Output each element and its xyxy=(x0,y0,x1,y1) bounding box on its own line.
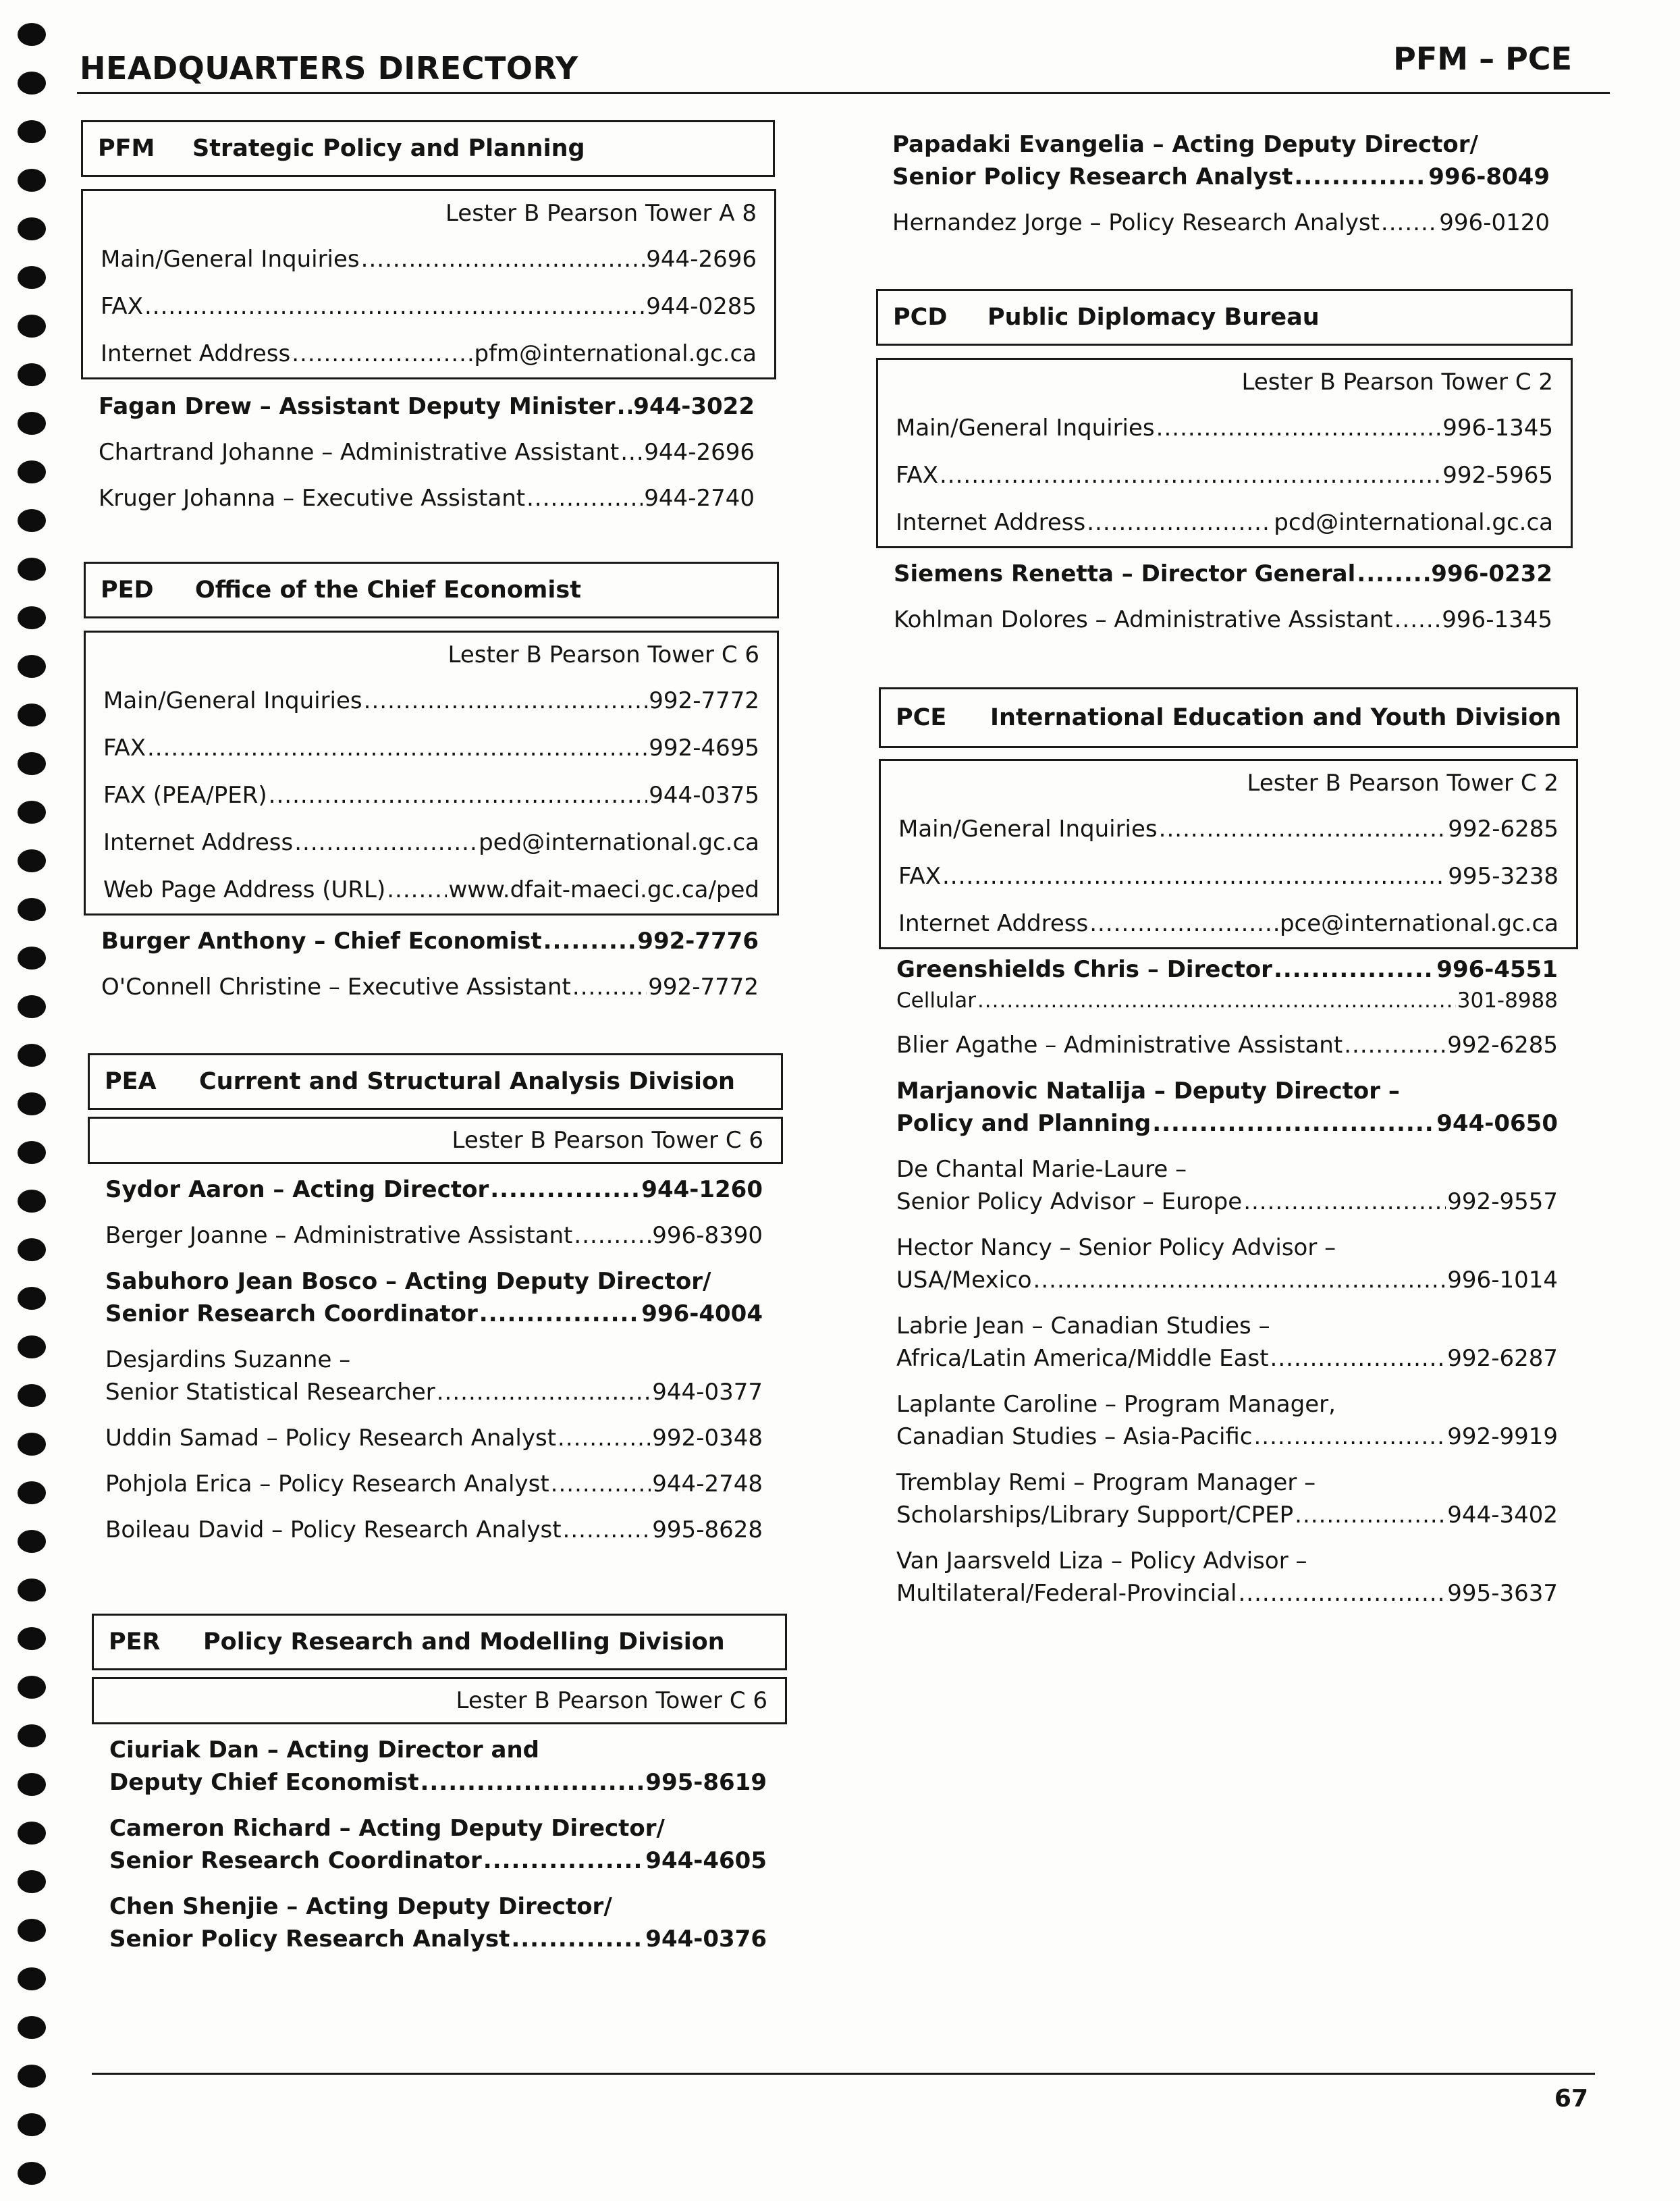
section-code: PFM xyxy=(98,135,155,162)
binding-hole xyxy=(18,606,46,629)
contact-value: 992-4695 xyxy=(649,735,759,762)
person-name: Laplante Caroline – Program Manager, xyxy=(896,1391,1336,1418)
phone-number: 944-2696 xyxy=(644,439,755,466)
url-value[interactable]: www.dfait-maeci.gc.ca/ped xyxy=(448,876,759,903)
person-entry xyxy=(109,1812,767,1877)
binding-hole xyxy=(18,1141,46,1164)
page-title: HEADQUARTERS DIRECTORY xyxy=(80,50,578,86)
binding-hole xyxy=(18,1967,46,1990)
phone-number: 944-3402 xyxy=(1447,1502,1558,1529)
person-title: Senior Policy Advisor – Europe xyxy=(896,1188,1243,1215)
phone-number: 992-6285 xyxy=(1447,1032,1558,1059)
binding-hole xyxy=(18,1919,46,1942)
section-header xyxy=(879,687,1578,748)
person-name: Labrie Jean – Canadian Studies – xyxy=(896,1312,1270,1340)
contact-value: 992-5965 xyxy=(1442,462,1553,489)
contact-row xyxy=(103,819,759,866)
binding-hole xyxy=(18,1190,46,1213)
person-title: Senior Research Coordinator xyxy=(105,1300,478,1327)
section-code: PED xyxy=(101,577,154,604)
contact-label: Web Page Address (URL) xyxy=(103,876,386,903)
phone-number: 992-7776 xyxy=(637,928,759,955)
contact-label: FAX xyxy=(896,462,938,489)
binding-hole xyxy=(18,1627,46,1650)
email-value[interactable]: ped@international.gc.ca xyxy=(479,829,759,856)
phone-number: 944-0650 xyxy=(1436,1110,1558,1137)
location-box xyxy=(84,631,779,916)
binding-hole xyxy=(18,947,46,970)
person-entry xyxy=(896,1466,1558,1531)
contact-label: Main/General Inquiries xyxy=(896,415,1155,442)
contact-row xyxy=(896,404,1553,452)
binding-hole xyxy=(18,752,46,775)
binding-hole xyxy=(18,1092,46,1115)
person-entry xyxy=(896,1545,1558,1610)
section-header xyxy=(876,289,1573,346)
person-entry xyxy=(896,1310,1558,1375)
contact-row xyxy=(898,900,1559,947)
binding-hole xyxy=(18,1773,46,1796)
person-name: Kohlman Dolores – Administrative Assistant xyxy=(894,606,1393,633)
binding-hole xyxy=(18,1044,46,1067)
binding-hole xyxy=(18,1724,46,1747)
person-entry xyxy=(101,971,759,1003)
section-header xyxy=(84,562,779,618)
location-label: Lester B Pearson Tower C 6 xyxy=(452,1127,763,1154)
binding-hole xyxy=(18,120,46,143)
contact-label: Main/General Inquiries xyxy=(103,687,362,714)
location-label: Lester B Pearson Tower C 6 xyxy=(448,641,759,668)
section-pfm xyxy=(81,120,775,514)
contact-value: 944-0375 xyxy=(649,782,759,809)
phone-number: 995-3637 xyxy=(1447,1580,1558,1607)
phone-number: 992-6287 xyxy=(1447,1345,1558,1372)
cellular-label: Cellular xyxy=(896,988,976,1013)
email-value[interactable]: pfm@international.gc.ca xyxy=(474,340,757,367)
phone-number: 992-9557 xyxy=(1447,1188,1558,1215)
person-name: Sydor Aaron – Acting Director xyxy=(105,1176,489,1203)
person-name: Ciuriak Dan – Acting Director and xyxy=(109,1736,539,1764)
section-code: PCD xyxy=(893,304,948,331)
contact-row xyxy=(103,866,759,913)
contact-label: Main/General Inquiries xyxy=(898,816,1158,843)
contact-value: 944-2696 xyxy=(646,246,757,273)
phone-number: 996-0232 xyxy=(1431,560,1552,587)
person-name: Kruger Johanna – Executive Assistant xyxy=(99,485,526,512)
location-label: Lester B Pearson Tower C 2 xyxy=(1241,369,1553,396)
contact-row xyxy=(103,724,759,772)
location-box xyxy=(876,358,1573,548)
person-name: Papadaki Evangelia – Acting Deputy Director/ xyxy=(892,131,1478,158)
person-title: Policy and Planning xyxy=(896,1110,1151,1137)
person-title: Deputy Chief Economist xyxy=(109,1769,419,1796)
section-name: Public Diplomacy Bureau xyxy=(987,304,1320,331)
binding-hole xyxy=(18,23,46,46)
person-title: Senior Policy Research Analyst xyxy=(892,163,1293,190)
phone-number: 944-2740 xyxy=(644,485,755,512)
person-entry xyxy=(896,1231,1558,1296)
binding-hole xyxy=(18,995,46,1018)
contact-row xyxy=(896,499,1553,546)
phone-number: 996-0120 xyxy=(1439,209,1550,236)
binding-hole xyxy=(18,1870,46,1893)
person-title: Canadian Studies – Asia-Pacific xyxy=(896,1423,1253,1450)
location-label: Lester B Pearson Tower C 2 xyxy=(1247,770,1559,797)
footer-rule xyxy=(92,2073,1595,2075)
section-pce xyxy=(879,687,1578,1610)
section-per xyxy=(92,1614,787,1955)
person-name: Siemens Renetta – Director General xyxy=(894,560,1356,587)
person-entry xyxy=(105,1265,763,1330)
person-name: Van Jaarsveld Liza – Policy Advisor – xyxy=(896,1547,1307,1574)
phone-number: 996-8390 xyxy=(652,1222,763,1249)
contact-row xyxy=(101,330,757,377)
person-title: Africa/Latin America/Middle East xyxy=(896,1345,1269,1372)
cellular-number: 301-8988 xyxy=(1457,988,1558,1013)
contact-label: FAX xyxy=(101,293,143,320)
phone-number: 944-3022 xyxy=(633,393,755,420)
section-pcd xyxy=(876,289,1573,636)
contact-row xyxy=(101,236,757,283)
phone-number: 995-8619 xyxy=(645,1769,767,1796)
person-name: De Chantal Marie-Laure – xyxy=(896,1156,1187,1183)
phone-number: 996-8049 xyxy=(1428,163,1550,190)
binding-hole xyxy=(18,704,46,726)
binding-hole xyxy=(18,1676,46,1699)
location-box xyxy=(88,1117,783,1164)
binding-hole xyxy=(18,801,46,824)
person-name: Chartrand Johanne – Administrative Assistant xyxy=(99,439,620,466)
person-entry xyxy=(101,925,759,957)
phone-number: 944-2748 xyxy=(652,1470,763,1497)
header-rule xyxy=(77,92,1610,94)
binding-hole xyxy=(18,363,46,386)
contact-value: 992-6285 xyxy=(1448,816,1559,843)
person-entry xyxy=(99,436,755,469)
person-title: Multilateral/Federal-Provincial xyxy=(896,1580,1237,1607)
binding-hole xyxy=(18,1287,46,1310)
binding-hole xyxy=(18,1579,46,1601)
page-range: PFM – PCE xyxy=(1393,41,1572,77)
binding-hole xyxy=(18,169,46,192)
person-name: Pohjola Erica – Policy Research Analyst xyxy=(105,1470,549,1497)
person-name: Berger Joanne – Administrative Assistant xyxy=(105,1222,573,1249)
person-entry xyxy=(105,1422,763,1454)
binding-hole xyxy=(18,315,46,338)
location-box xyxy=(879,759,1578,949)
person-entry xyxy=(896,1153,1558,1218)
person-name: Hernandez Jorge – Policy Research Analyst xyxy=(892,209,1380,236)
binding-hole xyxy=(18,2065,46,2088)
person-title: Senior Research Coordinator xyxy=(109,1847,482,1874)
contact-value: 995-3238 xyxy=(1448,863,1559,890)
contact-row xyxy=(103,772,759,819)
contact-label: FAX xyxy=(898,863,941,890)
person-name: Boileau David – Policy Research Analyst xyxy=(105,1516,562,1543)
spiral-binding xyxy=(0,0,61,2201)
person-name: Sabuhoro Jean Bosco – Acting Deputy Director/ xyxy=(105,1268,711,1295)
person-entry xyxy=(105,1514,763,1546)
person-entry xyxy=(105,1219,763,1252)
person-entry xyxy=(896,953,1558,1015)
person-title: Senior Policy Research Analyst xyxy=(109,1926,510,1953)
person-name: Blier Agathe – Administrative Assistant xyxy=(896,1032,1343,1059)
binding-hole xyxy=(18,412,46,435)
section-pfm-continued xyxy=(875,128,1570,239)
binding-hole xyxy=(18,558,46,581)
phone-number: 944-4605 xyxy=(645,1847,767,1874)
contact-label: FAX xyxy=(103,735,146,762)
person-entry xyxy=(896,1075,1558,1140)
location-label: Lester B Pearson Tower A 8 xyxy=(445,200,757,227)
section-ped xyxy=(84,562,779,1003)
person-entry xyxy=(99,390,755,423)
section-name: Current and Structural Analysis Division xyxy=(199,1068,735,1095)
person-name: Desjardins Suzanne – xyxy=(105,1346,351,1373)
person-entry xyxy=(894,558,1552,590)
binding-hole xyxy=(18,217,46,240)
person-entry xyxy=(109,1734,767,1799)
phone-number: 995-8628 xyxy=(652,1516,763,1543)
binding-hole xyxy=(18,898,46,921)
person-name: O'Connell Christine – Executive Assistant xyxy=(101,974,571,1001)
binding-hole xyxy=(18,1530,46,1553)
page-number: 67 xyxy=(1554,2085,1588,2113)
person-title: Scholarships/Library Support/CPEP xyxy=(896,1502,1294,1529)
section-code: PEA xyxy=(105,1068,157,1095)
section-name: Office of the Chief Economist xyxy=(195,577,581,604)
section-header xyxy=(81,120,775,177)
binding-hole xyxy=(18,266,46,289)
phone-number: 944-0377 xyxy=(652,1379,763,1406)
contact-label: Main/General Inquiries xyxy=(101,246,360,273)
section-code: PER xyxy=(109,1628,161,1655)
binding-hole xyxy=(18,1384,46,1407)
phone-number: 992-7772 xyxy=(648,974,759,1001)
section-name: International Education and Youth Division xyxy=(990,704,1562,731)
section-code: PCE xyxy=(896,704,947,731)
contact-value: 944-0285 xyxy=(646,293,757,320)
person-name: Marjanovic Natalija – Deputy Director – xyxy=(896,1078,1400,1105)
binding-hole xyxy=(18,509,46,532)
phone-number: 944-0376 xyxy=(645,1926,767,1953)
contact-row xyxy=(103,677,759,724)
person-entry xyxy=(892,207,1550,239)
person-entry xyxy=(105,1173,763,1206)
section-name: Policy Research and Modelling Division xyxy=(203,1628,725,1655)
phone-number: 996-1345 xyxy=(1442,606,1552,633)
person-entry xyxy=(99,482,755,514)
phone-number: 996-4004 xyxy=(641,1300,763,1327)
person-title: USA/Mexico xyxy=(896,1267,1032,1294)
binding-hole xyxy=(18,72,46,95)
binding-hole xyxy=(18,460,46,483)
binding-hole xyxy=(18,1238,46,1261)
person-entry xyxy=(896,1029,1558,1061)
binding-hole xyxy=(18,1335,46,1358)
phone-number: 996-4551 xyxy=(1436,956,1558,983)
contact-row xyxy=(896,452,1553,499)
contact-label: Internet Address xyxy=(898,910,1089,937)
phone-number: 992-0348 xyxy=(652,1425,763,1452)
contact-row xyxy=(898,805,1559,853)
location-label: Lester B Pearson Tower C 6 xyxy=(456,1687,767,1714)
person-title: Senior Statistical Researcher xyxy=(105,1379,435,1406)
location-box xyxy=(92,1677,787,1724)
person-entry xyxy=(892,128,1550,193)
person-entry xyxy=(894,604,1552,636)
contact-label: FAX (PEA/PER) xyxy=(103,782,267,809)
person-entry xyxy=(109,1890,767,1955)
person-name: Hector Nancy – Senior Policy Advisor – xyxy=(896,1234,1336,1261)
contact-label: Internet Address xyxy=(101,340,291,367)
binding-hole xyxy=(18,1433,46,1456)
binding-hole xyxy=(18,2016,46,2039)
contact-row xyxy=(101,283,757,330)
binding-hole xyxy=(18,655,46,678)
phone-number: 992-9919 xyxy=(1447,1423,1558,1450)
email-value[interactable]: pcd@international.gc.ca xyxy=(1274,509,1553,536)
person-name: Burger Anthony – Chief Economist xyxy=(101,928,542,955)
person-name: Cameron Richard – Acting Deputy Director/ xyxy=(109,1815,665,1842)
binding-hole xyxy=(18,2113,46,2136)
person-name: Fagan Drew – Assistant Deputy Minister xyxy=(99,393,616,420)
email-value[interactable]: pce@international.gc.ca xyxy=(1279,910,1559,937)
contact-row xyxy=(898,853,1559,900)
contact-value: 992-7772 xyxy=(649,687,759,714)
section-header xyxy=(92,1614,787,1670)
section-name: Strategic Policy and Planning xyxy=(192,135,585,162)
contact-label: Internet Address xyxy=(896,509,1086,536)
phone-number: 996-1014 xyxy=(1447,1267,1558,1294)
person-entry xyxy=(896,1388,1558,1453)
section-pea xyxy=(88,1053,783,1546)
phone-number: 944-1260 xyxy=(641,1176,763,1203)
person-entry xyxy=(105,1344,763,1408)
person-name: Chen Shenjie – Acting Deputy Director/ xyxy=(109,1893,612,1920)
person-entry xyxy=(105,1468,763,1500)
binding-hole xyxy=(18,1481,46,1504)
contact-label: Internet Address xyxy=(103,829,294,856)
binding-hole xyxy=(18,849,46,872)
section-header xyxy=(88,1053,783,1110)
location-box xyxy=(81,189,776,379)
contact-value: 996-1345 xyxy=(1442,415,1553,442)
person-name: Greenshields Chris – Director xyxy=(896,956,1272,983)
person-name: Uddin Samad – Policy Research Analyst xyxy=(105,1425,557,1452)
person-name: Tremblay Remi – Program Manager – xyxy=(896,1469,1316,1496)
binding-hole xyxy=(18,2162,46,2185)
binding-hole xyxy=(18,1822,46,1845)
